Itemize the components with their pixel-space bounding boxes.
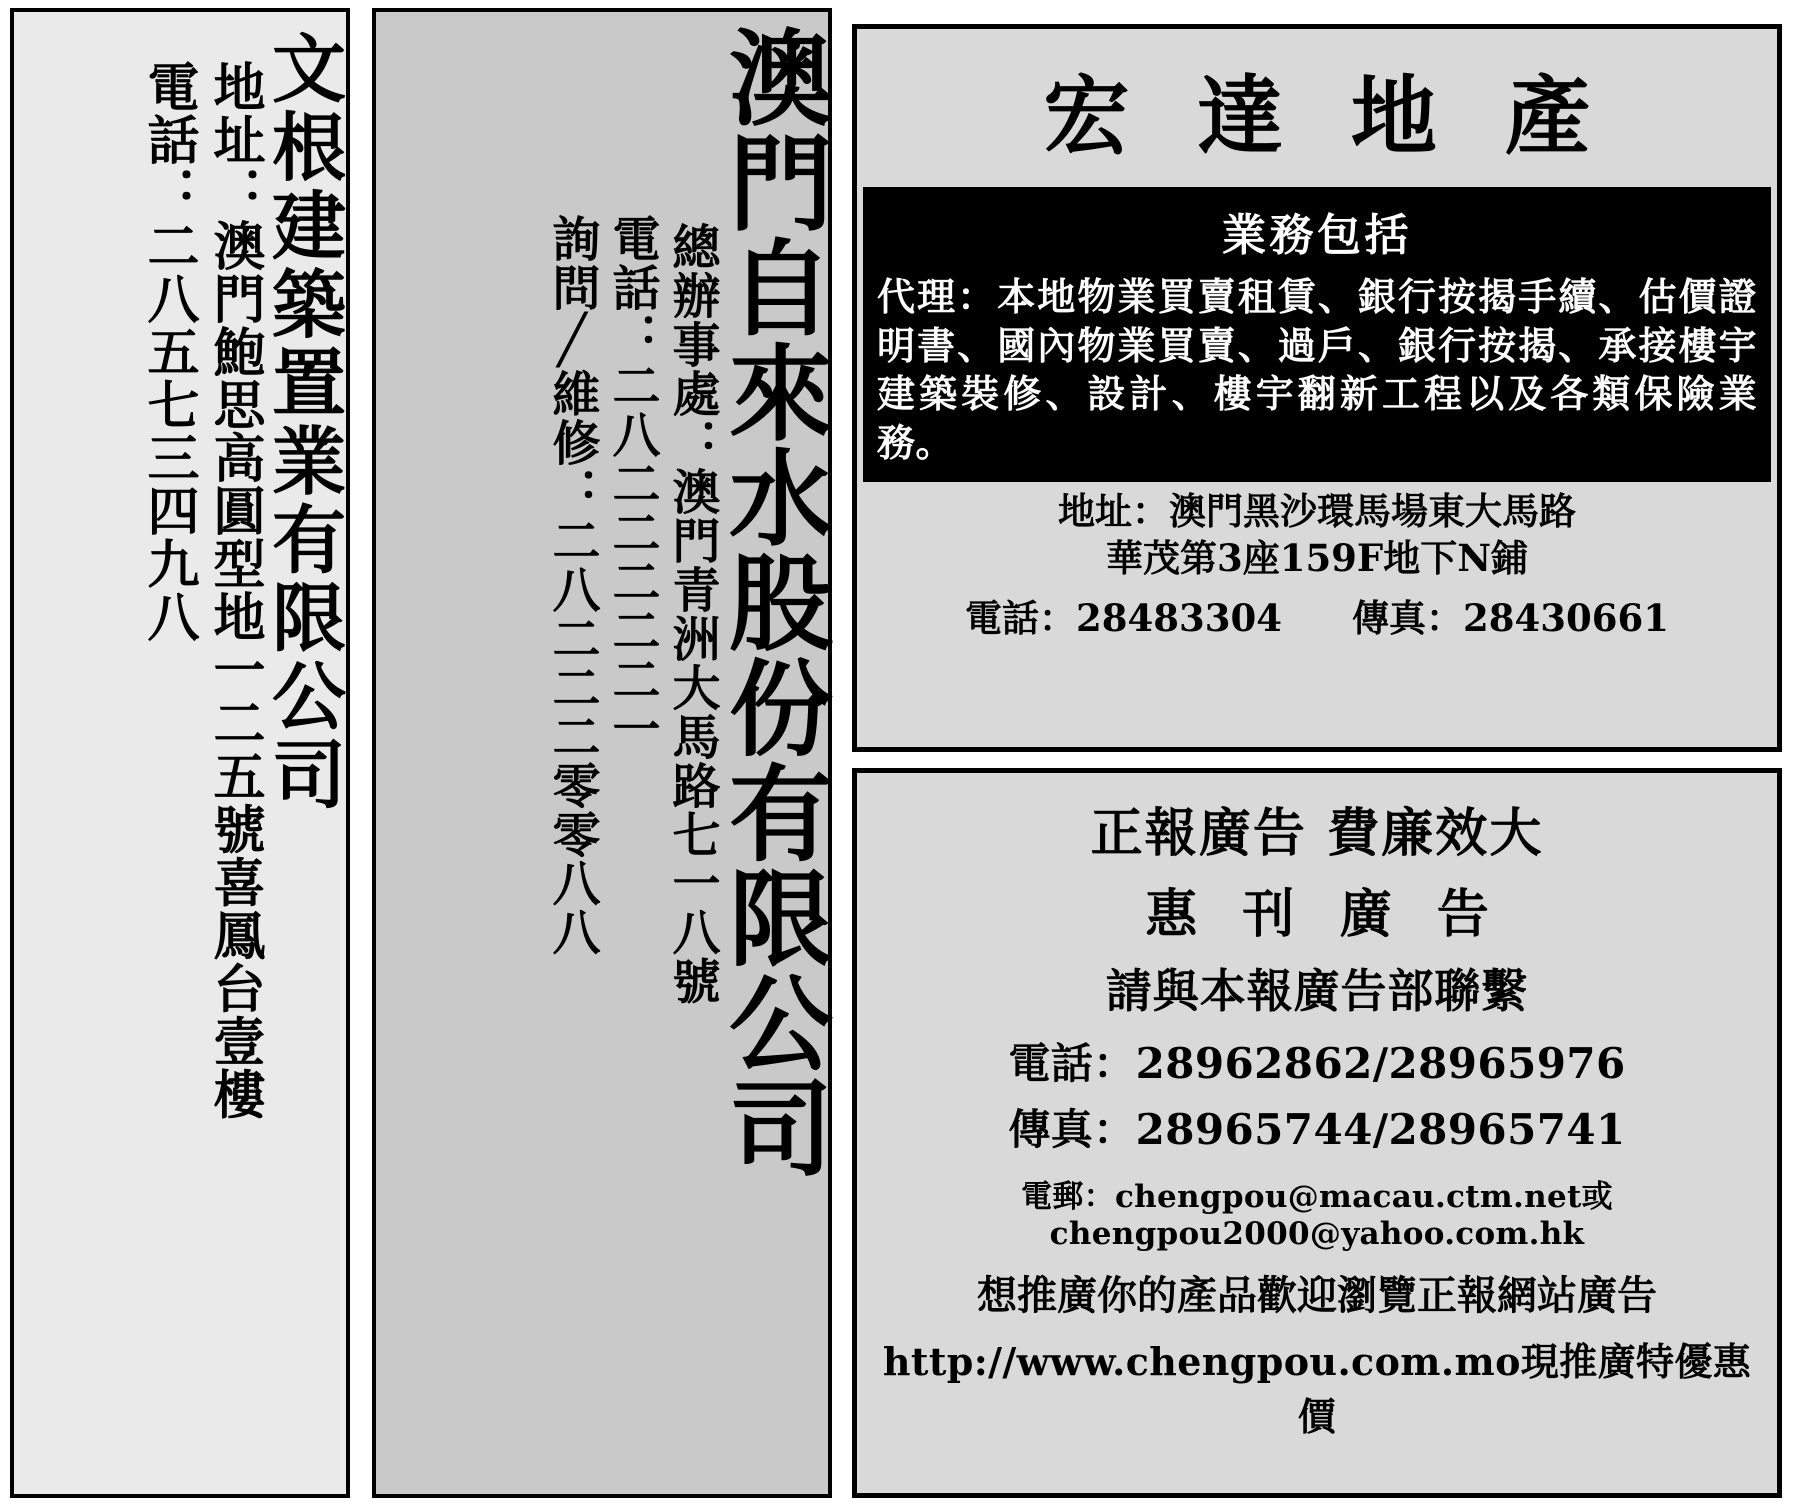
water-company-name: 澳門自來水股份有限公司: [711, 24, 834, 1180]
wangtat-phone: 電話：28483304: [965, 596, 1282, 641]
ad-wengan-construction: [10, 8, 350, 1498]
ad-wang-tat-property: [852, 24, 1782, 752]
wengan-phone: 電話：二八五七三四九八: [138, 60, 199, 644]
chengpou-contact-prompt: 請與本報廣告部聯繫: [1105, 964, 1529, 1018]
chengpou-promo-text: 想推廣你的產品歡迎瀏覽正報網站廣告: [977, 1272, 1657, 1319]
chengpou-email: 電郵：chengpou@macau.ctm.net或chengpou2000@yahoo.com.hk: [1021, 1179, 1613, 1252]
wangtat-services-panel: [863, 187, 1771, 482]
ad-chengpou-newspaper-advertising: [852, 768, 1782, 1498]
wangtat-address-line-1: 地址：澳門黑沙環馬場東大馬路: [1058, 488, 1576, 533]
wangtat-services-heading: 業務包括: [1221, 210, 1413, 261]
water-phone: 電話：二八二二二二二一: [604, 214, 660, 753]
water-enquiry-repair-phone: 詢問╱維修：二八二二二零零八八: [544, 214, 600, 957]
chengpou-fax: 傳真：28965744/28965741: [1008, 1105, 1626, 1154]
wengan-company-name: 文根建築置業有限公司: [260, 30, 346, 815]
chengpou-phone: 電話：28962862/28965976: [1008, 1039, 1626, 1088]
chengpou-slogan-primary: 正報廣告 費廉效大: [1090, 803, 1544, 864]
wangtat-fax: 傳真：28430661: [1352, 596, 1669, 641]
wangtat-company-name: 宏 達 地 產: [1043, 66, 1610, 167]
chengpou-slogan-secondary: 惠 刊 廣 告: [1145, 884, 1503, 945]
ad-macao-water-supply: [372, 8, 832, 1498]
wangtat-phone-row: [863, 582, 1771, 642]
water-head-office-address: 總辦事處：澳門青洲大馬路七一八號: [664, 222, 720, 1006]
wangtat-address-line-2: 華茂第3座159F地下N鋪: [1105, 535, 1529, 580]
wengan-address: 地址：澳門鮑思高圓型地一二五號喜鳳台壹樓: [204, 60, 265, 1121]
chengpou-website-url: http://www.chengpou.com.mo現推廣特優惠價: [882, 1339, 1752, 1439]
wangtat-contact-block: [863, 482, 1771, 645]
wangtat-services-body: 代理：本地物業買賣租賃、銀行按揭手續、估價證明書、國內物業買賣、過戶、銀行按揭、承接樓宇建築裝修、設計、樓宇翻新工程以及各類保險業務。: [877, 274, 1757, 465]
